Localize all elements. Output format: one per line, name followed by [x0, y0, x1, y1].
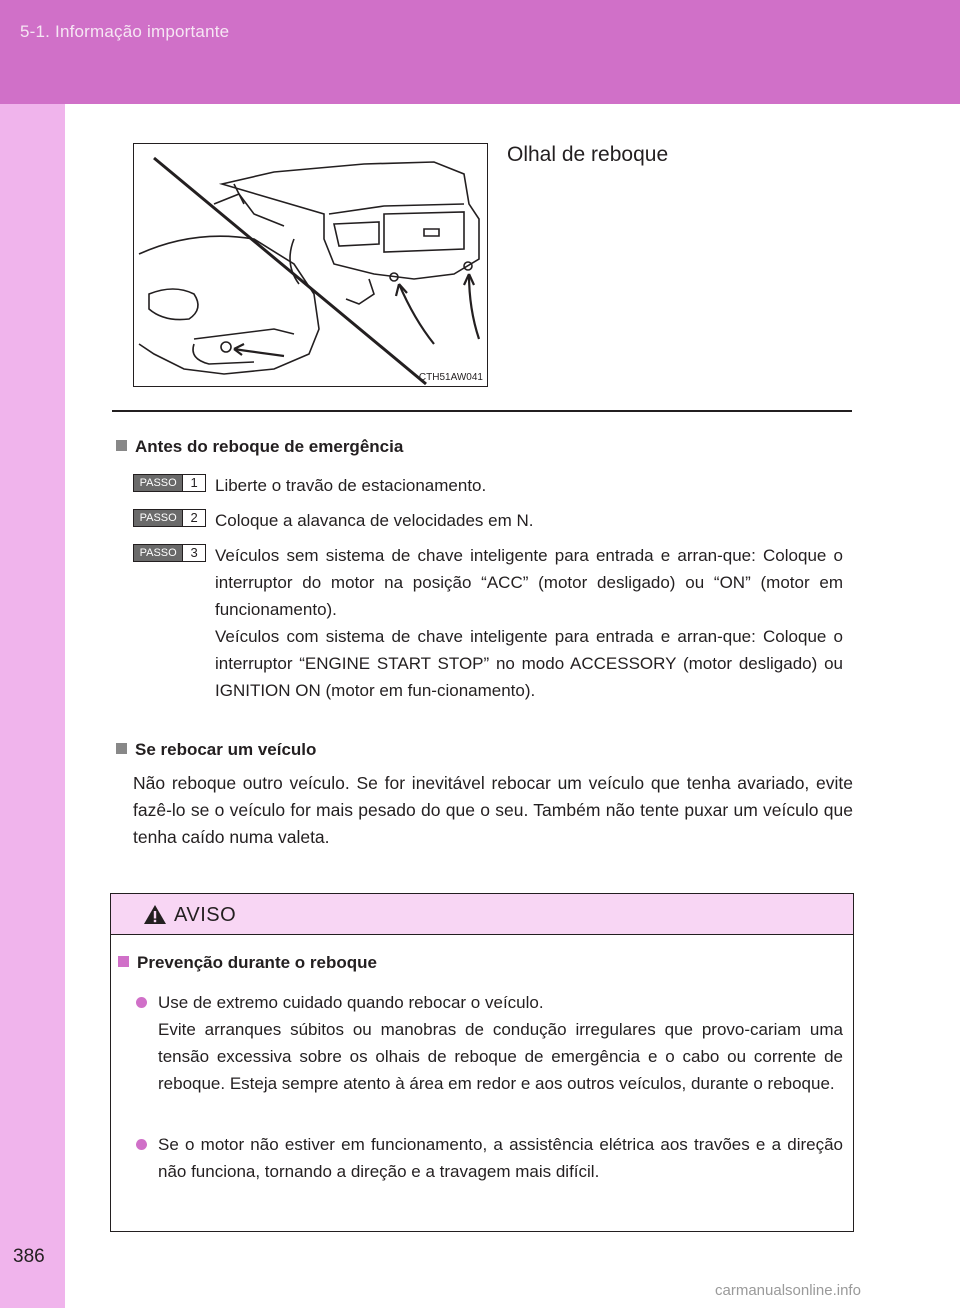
towing-eyelet-illustration [133, 143, 488, 387]
step-badge [133, 509, 206, 527]
step-badge-word: PASSO [133, 474, 183, 492]
watermark: carmanualsonline.info [715, 1282, 861, 1299]
towing-vehicle-heading-text: Se rebocar um veículo [135, 740, 317, 759]
warning-bullet-text: Se o motor não estiver em funcionamento, a assistência elétrica aos travões e a direção não funciona, tornando a direção e a travagem mais difícil. [158, 1135, 843, 1181]
step-badge [133, 474, 206, 492]
towing-vehicle-text: Não reboque outro veículo. Se for inevitável rebocar um veículo que tenha avariado, evite fazê-lo se o veículo for mais pesado do que o seu. Também não tente puxar um veículo que tenha caído numa valeta. [133, 773, 853, 847]
header-band [0, 0, 960, 104]
figure-code: CTH51AW041 [418, 372, 483, 383]
figure-caption: Olhal de reboque [507, 143, 669, 166]
side-tab-band [0, 104, 65, 1308]
step-badge [133, 544, 206, 562]
step-badge-number: 2 [183, 509, 206, 527]
warning-bullet-text [158, 989, 843, 1097]
car-rear-front-drawing [134, 144, 487, 386]
warning-heading [118, 953, 377, 973]
square-bullet-icon [118, 956, 129, 967]
before-towing-heading-text: Antes do reboque de emergência [135, 437, 404, 456]
step-text-part-2: Veículos com sistema de chave inteligente para entrada e arran-que: Coloque o interruptor “ENGINE START STOP” no modo ACCESSORY (motor desligado) ou IGNITION ON (motor em fun-cionamento). [215, 627, 843, 700]
page-number: 386 [13, 1246, 45, 1267]
square-bullet-icon [116, 440, 127, 451]
section-title: 5-1. Informação importante [20, 22, 230, 41]
warning-triangle-icon [143, 904, 167, 925]
before-towing-heading [116, 437, 403, 457]
step-badge-word: PASSO [133, 544, 183, 562]
circle-bullet-icon [136, 1139, 147, 1150]
step-badge-number: 3 [183, 544, 206, 562]
step-badge-word: PASSO [133, 509, 183, 527]
warning-heading-text: Prevenção durante o reboque [137, 953, 377, 972]
warning-title: AVISO [174, 904, 237, 926]
bullet-line-2: Evite arranques súbitos ou manobras de condução irregulares que provo-cariam uma tensão excessiva sobre os olhais de reboque de emergência e o cabo ou corrente de reboque. Esteja sempre atento à área em redor e aos outros veículos, durante o reboque. [158, 1020, 843, 1093]
step-text: Liberte o travão de estacionamento. [215, 476, 487, 495]
step-text-part-1: Veículos sem sistema de chave inteligente para entrada e arran-que: Coloque o interruptor do motor na posição “ACC” (motor desligado) ou “ON” (motor em funcionamento). [215, 546, 843, 619]
square-bullet-icon [116, 743, 127, 754]
towing-vehicle-heading [116, 740, 316, 760]
warning-box [110, 893, 854, 1232]
bullet-line-1: Use de extremo cuidado quando rebocar o veículo. [158, 993, 544, 1012]
warning-header [111, 894, 853, 935]
circle-bullet-icon [136, 997, 147, 1008]
divider-rule [112, 410, 852, 412]
step-text [215, 542, 843, 704]
step-badge-number: 1 [183, 474, 206, 492]
step-text: Coloque a alavanca de velocidades em N. [215, 511, 534, 530]
